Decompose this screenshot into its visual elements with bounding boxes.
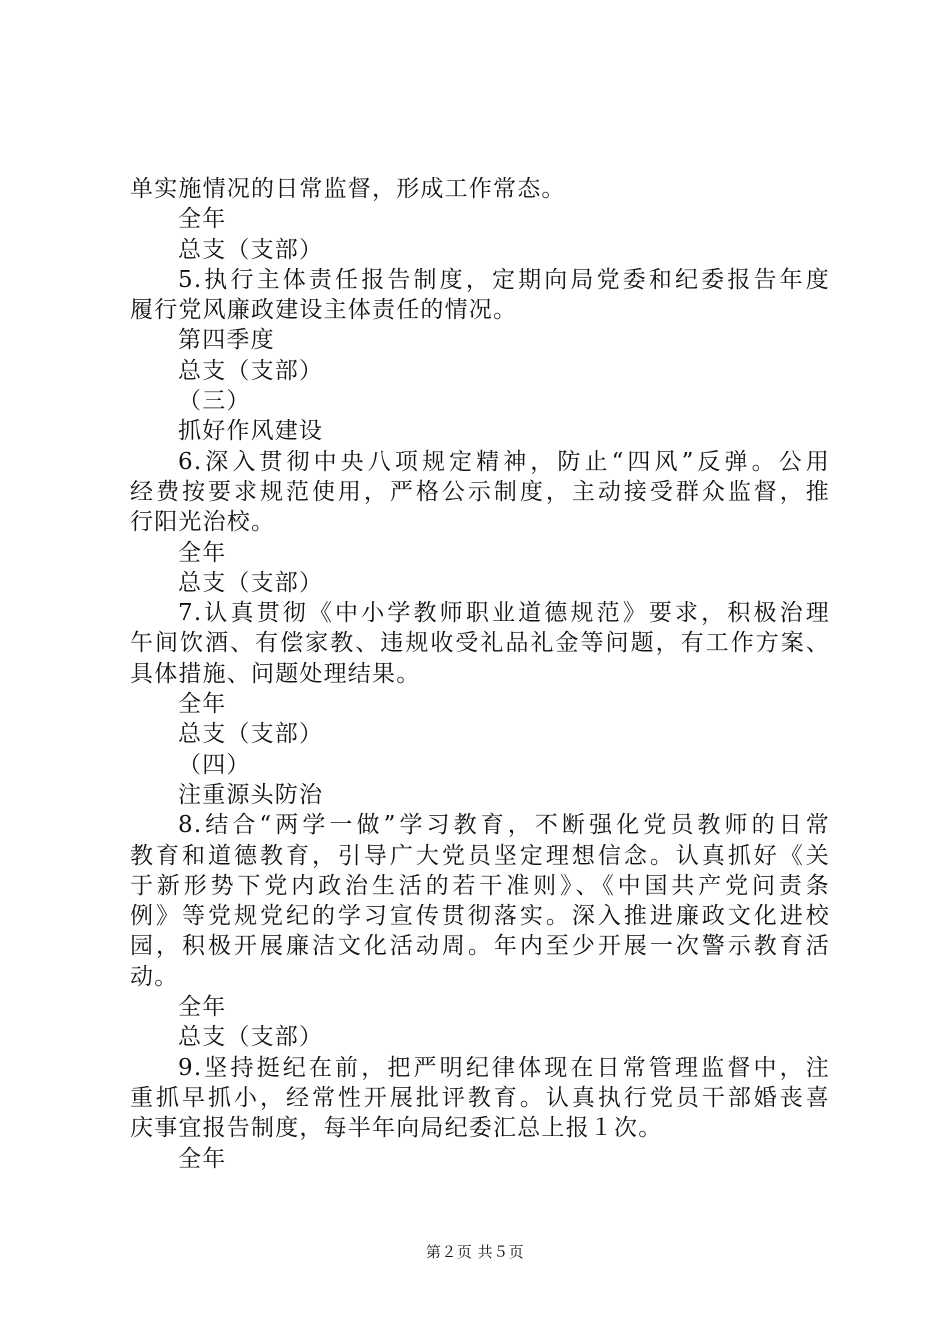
text-line: 抓好作风建设: [178, 418, 324, 445]
text-line: 履行党风廉政建设主体责任的情况。: [130, 297, 518, 324]
text-line: 全年: [178, 539, 227, 566]
text-line: 6.深入贯彻中央八项规定精神，防止“四风”反弹。公用: [178, 448, 830, 475]
text-line: 动。: [130, 963, 179, 990]
text-line: 全年: [178, 206, 227, 233]
text-line: 于新形势下党内政治生活的若干准则》、《中国共产党问责条: [130, 872, 830, 899]
text-line: 总支（支部）: [178, 721, 324, 748]
text-line: 注重源头防治: [178, 781, 324, 808]
text-line: （三）: [178, 388, 251, 415]
text-line: 8.结合“两学一做”学习教育，不断强化党员教师的日常: [178, 812, 830, 839]
text-line: （四）: [178, 751, 251, 778]
text-line: 庆事宜报告制度，每半年向局纪委汇总上报１次。: [130, 1115, 663, 1142]
text-line: 经费按要求规范使用，严格公示制度，主动接受群众监督，推: [130, 478, 830, 505]
page-footer: 第２页 共５页: [425, 1243, 525, 1261]
text-line: 总支（支部）: [178, 569, 324, 596]
text-line: 园，积极开展廉洁文化活动周。年内至少开展一次警示教育活: [130, 933, 830, 960]
text-line: 总支（支部）: [178, 1024, 324, 1051]
text-line: 总支（支部）: [178, 236, 324, 263]
document-body: [130, 174, 830, 1174]
text-line: 总支（支部）: [178, 357, 324, 384]
text-line: 第四季度: [178, 327, 275, 354]
text-line: 全年: [178, 1145, 227, 1172]
text-line: 行阳光治校。: [130, 509, 276, 536]
text-line: 教育和道德教育，引导广大党员坚定理想信念。认真抓好《关: [130, 842, 830, 869]
text-line: 具体措施、问题处理结果。: [130, 660, 421, 687]
text-line: 例》等党规党纪的学习宣传贯彻落实。深入推进廉政文化进校: [130, 903, 830, 930]
text-line: 午间饮酒、有偿家教、违规收受礼品礼金等问题，有工作方案、: [130, 630, 830, 657]
text-line: 全年: [178, 994, 227, 1021]
text-line: 重抓早抓小，经常性开展批评教育。认真执行党员干部婚丧喜: [130, 1084, 830, 1111]
text-line: 全年: [178, 691, 227, 718]
text-line: 9.坚持挺纪在前，把严明纪律体现在日常管理监督中，注: [178, 1054, 830, 1081]
text-line: 5.执行主体责任报告制度，定期向局党委和纪委报告年度: [178, 266, 830, 293]
text-line: 7.认真贯彻《中小学教师职业道德规范》要求，积极治理: [178, 600, 830, 627]
text-line: 单实施情况的日常监督，形成工作常态。: [130, 176, 566, 202]
